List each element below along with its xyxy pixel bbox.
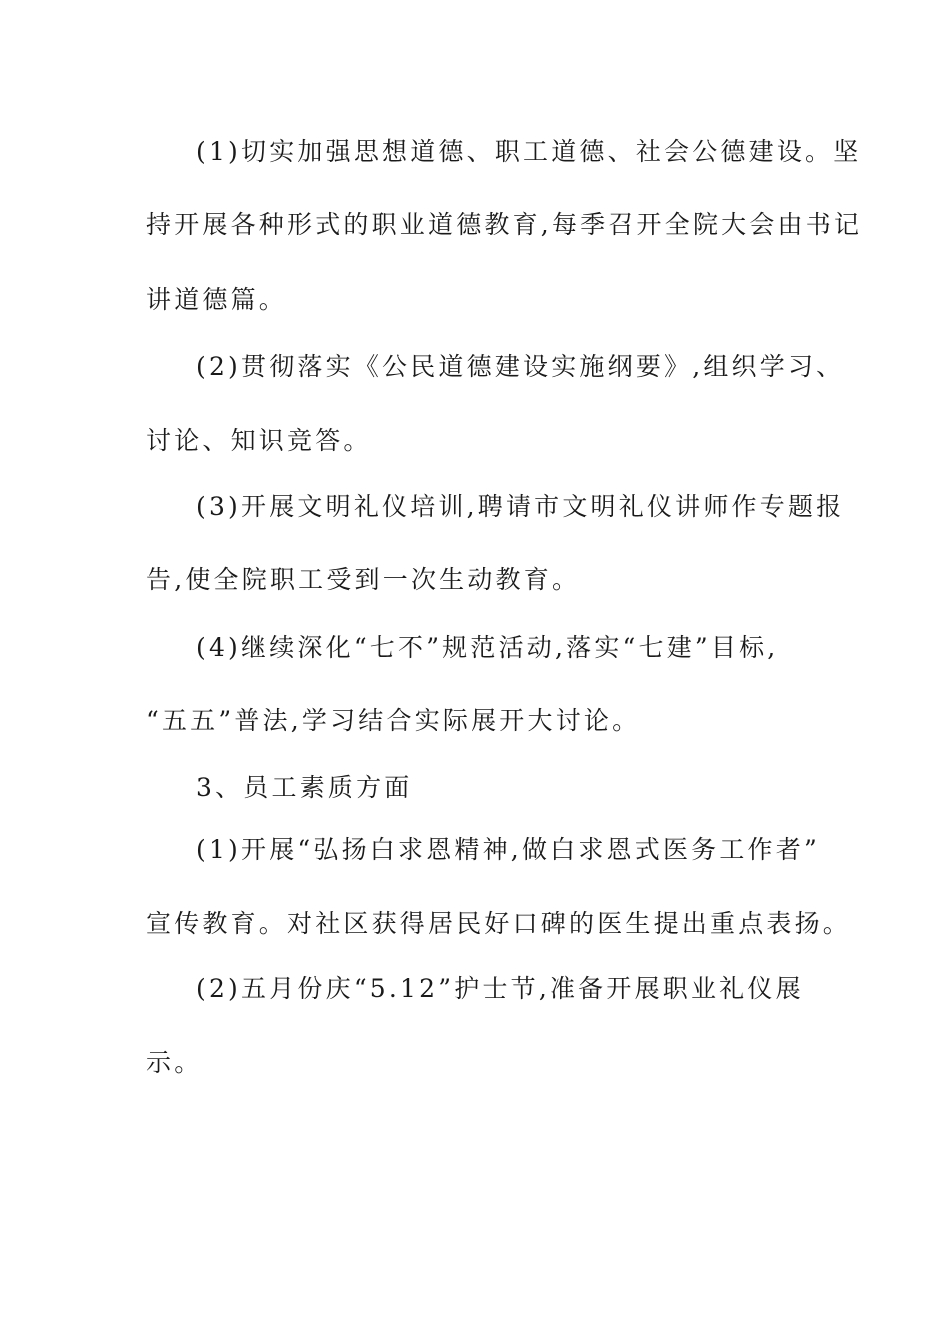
paragraph-3-line-1: (3)开展文明礼仪培训,聘请市文明礼仪讲师作专题报 <box>196 492 845 521</box>
paragraph-1-line-2: 持开展各种形式的职业道德教育,每季召开全院大会由书记 <box>146 210 863 239</box>
paragraph-3-line-2: 告,使全院职工受到一次生动教育。 <box>146 565 581 594</box>
paragraph-6-line-1: (2)五月份庆“5.12”护士节,准备开展职业礼仪展 <box>196 974 804 1003</box>
paragraph-2-line-2: 讨论、知识竞答。 <box>146 426 372 455</box>
paragraph-6-line-2: 示。 <box>146 1048 203 1077</box>
paragraph-1-line-1: (1)切实加强思想道德、职工道德、社会公德建设。坚 <box>196 137 862 166</box>
paragraph-4-line-2: “五五”普法,学习结合实际展开大讨论。 <box>146 706 641 735</box>
section-heading: 3、员工素质方面 <box>196 773 413 802</box>
paragraph-2-line-1: (2)贯彻落实《公民道德建设实施纲要》,组织学习、 <box>196 352 845 381</box>
paragraph-4-line-1: (4)继续深化“七不”规范活动,落实“七建”目标, <box>196 633 779 662</box>
paragraph-1-line-3: 讲道德篇。 <box>146 285 288 314</box>
paragraph-5-line-2: 宣传教育。对社区获得居民好口碑的医生提出重点表扬。 <box>146 909 852 938</box>
paragraph-5-line-1: (1)开展“弘扬白求恩精神,做白求恩式医务工作者” <box>196 835 820 864</box>
